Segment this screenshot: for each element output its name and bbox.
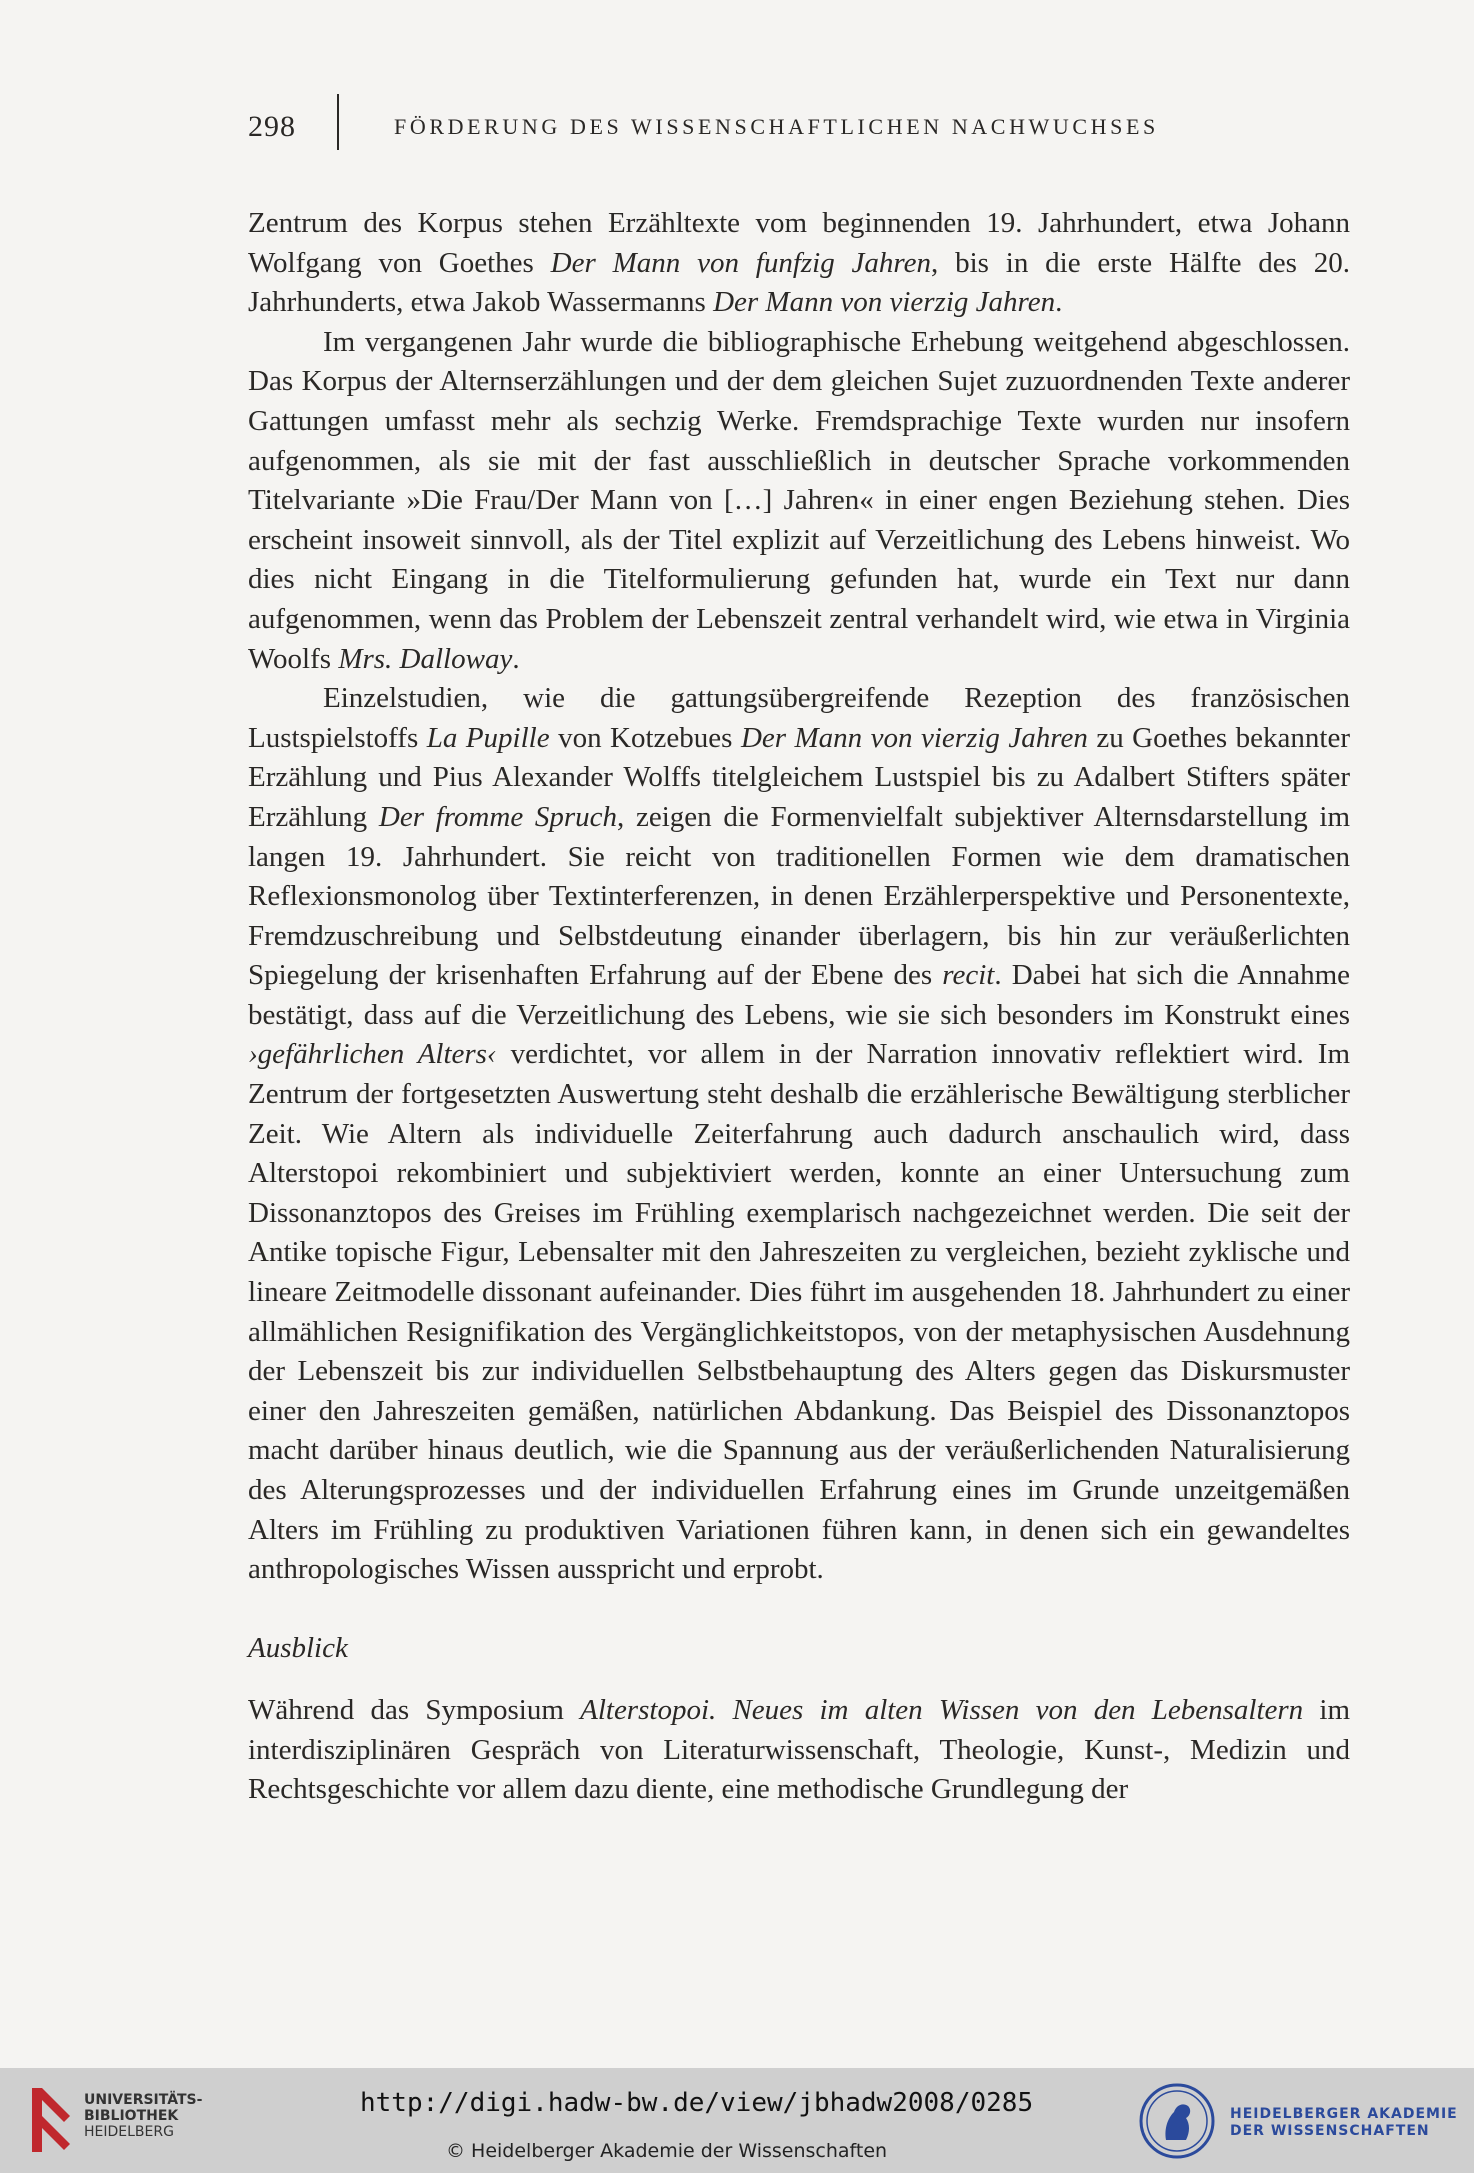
paragraph-1: Zentrum des Korpus stehen Erzähltexte vom beginnenden 19. Jahrhundert, etwa Johann Wolfgang von Goethes Der Mann von funfzig Jahren, bis in die erste Hälfte des 20. Jahrhunderts, etwa Jakob Wassermanns Der Mann von vierzig Jahren. [248,207,1350,319]
italic-title: Der Mann von vierzig Jahren [740,721,1088,754]
page-number: 298 [248,110,296,143]
header-divider [337,94,339,150]
academy-name: HEIDELBERGER AKADEMIE DER WISSENSCHAFTEN [1230,2106,1458,2139]
italic-title: Der fromme Spruch [378,800,618,833]
academy-seal-icon [1138,2082,1216,2160]
university-library-logo-icon [30,2086,78,2154]
italic-title: Der Mann von funfzig Jahren [550,246,932,279]
running-head: FÖRDERUNG DES WISSENSCHAFTLICHEN NACHWUCHSES [394,114,1159,139]
footer-bar [0,2068,1474,2173]
university-library-name: UNIVERSITÄTS- BIBLIOTHEK HEIDELBERG [84,2092,203,2140]
source-url-link[interactable]: http://digi.hadw-bw.de/view/jbhadw2008/0285 [360,2088,1034,2118]
body-text [248,204,1350,1810]
paragraph-3: Einzelstudien, wie die gattungsübergreifende Rezeption des französischen Lustspielstoffs La Pupille von Kotzebues Der Mann von vierzig Jahren zu Goethes bekannter Erzählung und Pius Alexander Wolffs titelgleichem Lustspiel bis zu Adalbert Stifters später Erzählung Der fromme Spruch, zeigen die Formenvielfalt subjektiver Alternsdarstellung im langen 19. Jahrhundert. Sie reicht von traditionellen Formen wie dem dramatischen Reflexionsmonolog über Textinterferenzen, in denen Erzählerperspektive und Personentexte, Fremdzuschreibung und Selbstdeutung einander überlagern, bis hin zur veräußerlichten Spiegelung der krisenhaften Erfahrung auf der Ebene des recit. Dabei hat sich die Annahme bestätigt, dass auf die Verzeitlichung des Lebens, wie sie sich besonders im Konstrukt eines ›gefährlichen Alters‹ verdichtet, vor allem in der Narration innovativ reflektiert wird. Im Zentrum der fortgesetzten Auswertung steht deshalb die erzählerische Bewältigung sterblicher Zeit. Wie Altern als individuelle Zeiterfahrung auch dadurch anschaulich wird, dass Alterstopoi rekombiniert und subjektiviert werden, konnte an einer Untersuchung zum Dissonanztopos des Greises im Frühling exemplarisch nachgezeichnet werden. Die seit der Antike topische Figur, Lebensalter mit den Jahreszeiten zu vergleichen, bezieht zyklische und lineare Zeitmodelle dissonant aufeinander. Dies führt im ausgehenden 18. Jahrhundert zu einer allmählichen Resignifikation des Vergänglichkeitstopos, von der metaphysischen Ausdehnung der Lebenszeit bis zur individuellen Selbstbehauptung des Alters gegen das Diskursmuster einer den Jahreszeiten gemäßen, natürlichen Abdankung. Das Beispiel des Dissonanztopos macht darüber hinaus deutlich, wie die Spannung aus der veräußerlichenden Naturalisierung des Alterungsprozesses und der individuellen Erfahrung eines im Grunde unzeitgemäßen Alters im Frühling zu produktiven Variationen führen kann, in denen sich ein gewandeltes anthropologisches Wissen ausspricht und erprobt. [248,682,1351,1586]
section-heading: Ausblick [248,1632,348,1665]
italic-title: recit [942,959,995,992]
paragraph-final: Während das Symposium Alterstopoi. Neues im alten Wissen von den Lebensaltern im interdisziplinären Gespräch von Literaturwissenschaft, Theologie, Kunst-, Medizin und Rechtsgeschichte vor allem dazu diente, eine methodische Grundlegung der [248,1693,1350,1806]
italic-title: La Pupille [426,721,550,754]
copyright-notice: © Heidelberger Akademie der Wissenschaften [446,2140,888,2162]
italic-title: Der Mann von vierzig Jahren [713,286,1056,319]
italic-title: Mrs. Dalloway [338,642,513,675]
italic-title: Alterstopoi. Neues im alten Wissen von den Lebensaltern [580,1693,1304,1726]
paragraph-2: Im vergangenen Jahr wurde die bibliographische Erhebung weitgehend abgeschlossen. Das Korpus der Alternserzählungen und der dem gleichen Sujet zuzuordnenden Texte anderer Gattungen umfasst mehr als sechzig Werke. Fremdsprachige Texte wurden nur insofern aufgenommen, als sie mit der fast ausschließlich in deutscher Sprache vorkommenden Titelvariante »Die Frau/Der Mann von […] Jahren« in einer engen Beziehung stehen. Dies erscheint insoweit sinnvoll, als der Titel explizit auf Verzeitlichung des Lebens hinweist. Wo dies nicht Eingang in die Titelformulierung gefunden hat, wurde ein Text nur dann aufgenommen, wenn das Problem der Lebenszeit zentral verhandelt wird, wie etwa in Virginia Woolfs Mrs. Dalloway. [248,325,1350,675]
page-header [248,108,1348,148]
italic-title: ›gefährlichen Alters‹ [248,1038,497,1071]
